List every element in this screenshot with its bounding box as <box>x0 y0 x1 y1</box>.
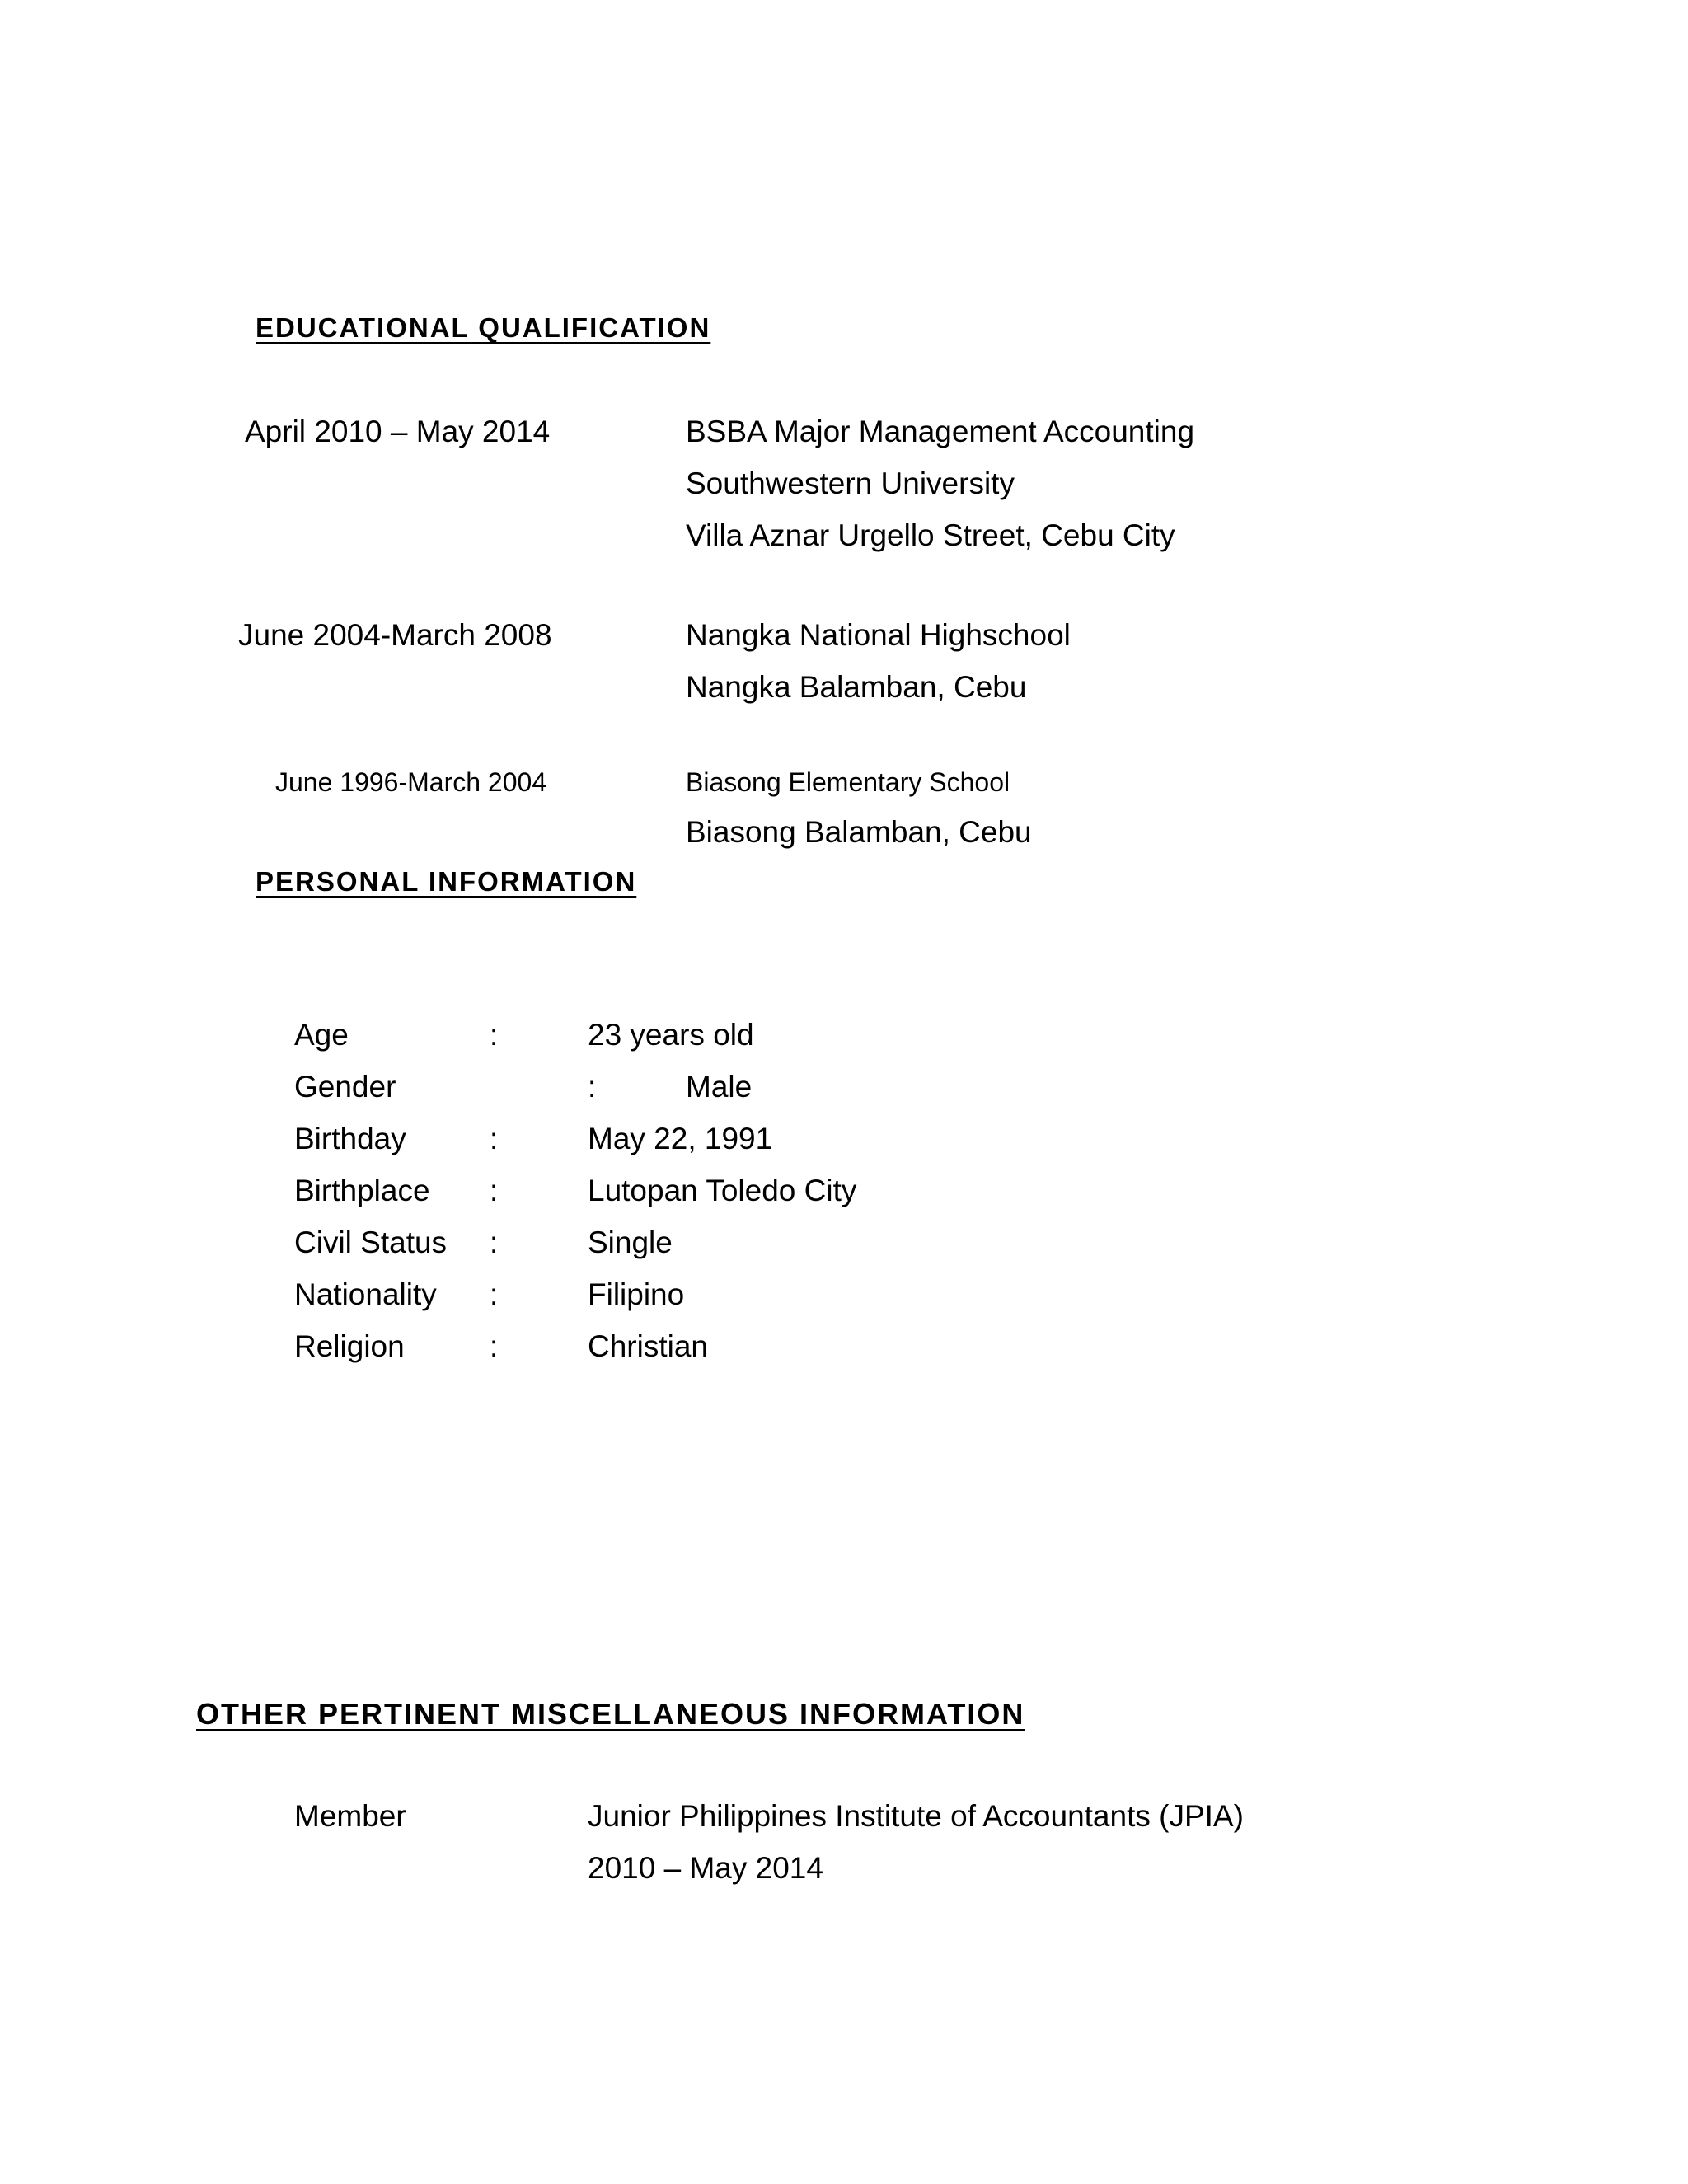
misc-label-member: Member <box>294 1799 406 1833</box>
education-college-degree: BSBA Major Management Accounting <box>686 415 1195 448</box>
education-elementary-address: Biasong Balamban, Cebu <box>686 815 1032 849</box>
misc-membership-period: 2010 – May 2014 <box>588 1851 823 1885</box>
personal-sep-birthplace: : <box>490 1174 499 1207</box>
education-date-college: April 2010 – May 2014 <box>245 415 551 448</box>
personal-label-religion: Religion <box>294 1329 405 1363</box>
personal-label-birthday: Birthday <box>294 1122 406 1155</box>
education-college-school: Southwestern University <box>686 466 1015 500</box>
personal-value-birthplace: Lutopan Toledo City <box>588 1174 857 1207</box>
personal-label-civil-status: Civil Status <box>294 1226 448 1259</box>
education-date-elementary: June 1996-March 2004 <box>275 767 547 797</box>
personal-sep-nationality: : <box>490 1277 499 1311</box>
personal-sep-age: : <box>490 1018 499 1052</box>
personal-sep-religion: : <box>490 1329 499 1363</box>
education-elementary-school: Biasong Elementary School <box>686 767 1010 797</box>
education-college-address: Villa Aznar Urgello Street, Cebu City <box>686 518 1175 552</box>
personal-label-birthplace: Birthplace <box>294 1174 430 1207</box>
personal-value-gender: Male <box>686 1070 753 1104</box>
education-heading: EDUCATIONAL QUALIFICATION <box>256 312 711 343</box>
education-date-highschool: June 2004-March 2008 <box>238 618 552 652</box>
personal-sep-civil-status: : <box>490 1226 499 1259</box>
personal-value-religion: Christian <box>588 1329 708 1363</box>
personal-value-age: 23 years old <box>588 1018 754 1052</box>
misc-heading: OTHER PERTINENT MISCELLANEOUS INFORMATION <box>196 1697 1025 1731</box>
personal-sep-birthday: : <box>490 1122 499 1155</box>
personal-value-birthday: May 22, 1991 <box>588 1122 773 1155</box>
personal-value-civil-status: Single <box>588 1226 673 1259</box>
personal-label-gender: Gender <box>294 1070 396 1104</box>
personal-label-age: Age <box>294 1018 349 1052</box>
personal-heading: PERSONAL INFORMATION <box>256 866 637 897</box>
education-highschool-school: Nangka National Highschool <box>686 618 1071 652</box>
misc-organization: Junior Philippines Institute of Accountants (JPIA) <box>588 1799 1244 1833</box>
education-highschool-address: Nangka Balamban, Cebu <box>686 670 1027 704</box>
personal-sep-gender: : <box>588 1070 597 1104</box>
personal-label-nationality: Nationality <box>294 1277 437 1311</box>
personal-value-nationality: Filipino <box>588 1277 685 1311</box>
